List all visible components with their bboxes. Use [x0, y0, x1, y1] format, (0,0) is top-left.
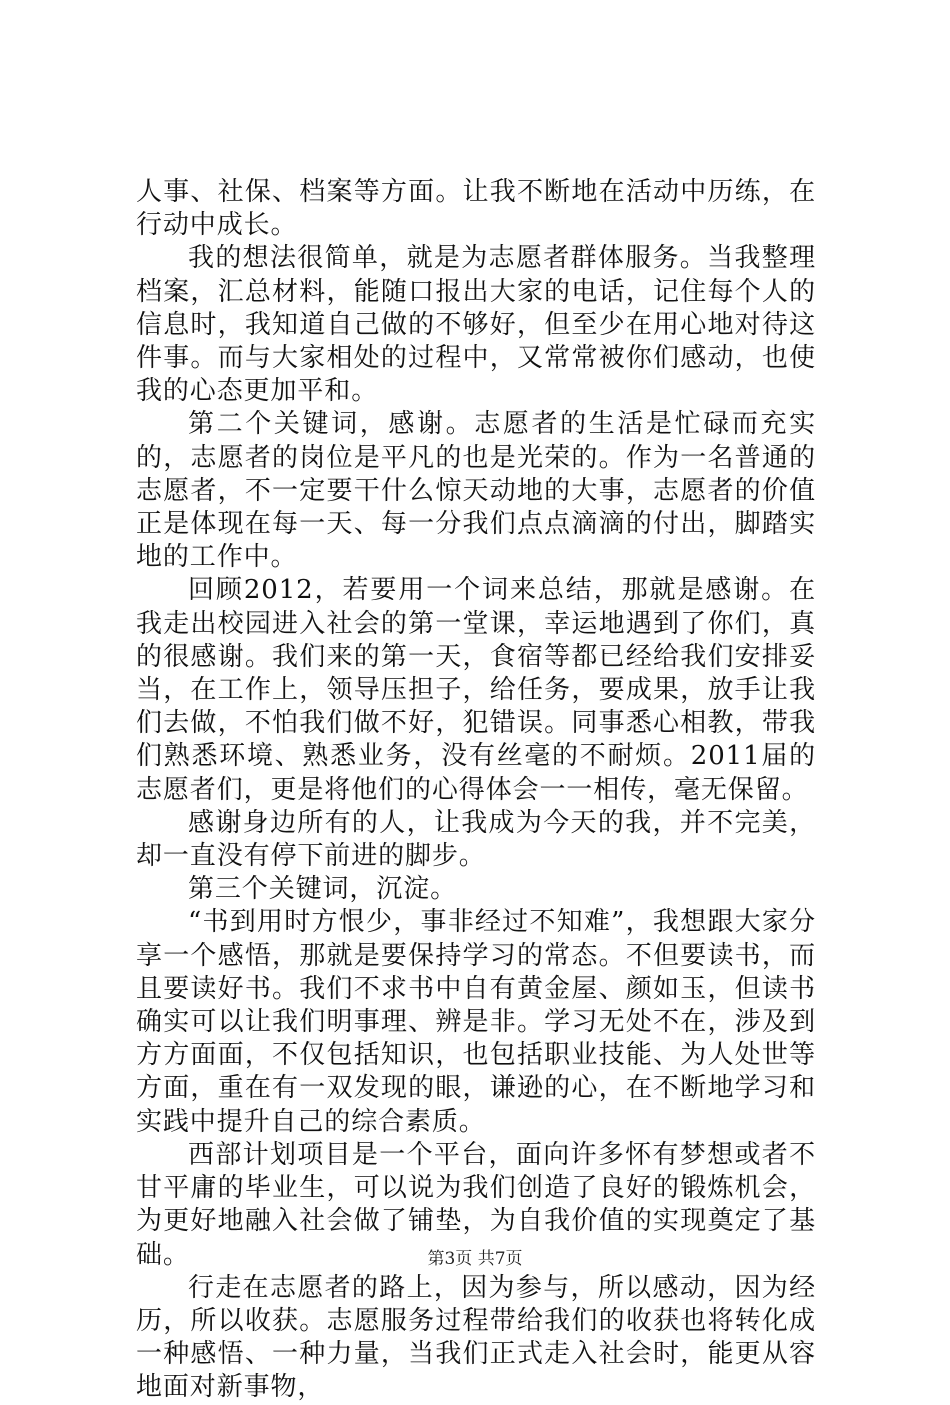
- page-footer: [0, 1248, 950, 1270]
- page-number: 第3页 共7页: [427, 1249, 523, 1269]
- paragraph: 感谢身边所有的人，让我成为今天的我，并不完美，却一直没有停下前进的脚步。: [136, 807, 816, 872]
- paragraph-continued: 人事、社保、档案等方面。让我不断地在活动中历练，在行动中成长。: [136, 177, 816, 241]
- paragraph: 行走在志愿者的路上，因为参与，所以感动，因为经历，所以收获。志愿服务过程带给我们的收获也将转化成一种感悟、一种力量，当我们正式走入社会时，能更从容地面对新事物，: [136, 1272, 816, 1403]
- paragraph: “书到用时方恨少，事非经过不知难”，我想跟大家分享一个感悟，那就是要保持学习的常态。不但要读书，而且要读好书。我们不求书中自有黄金屋、颜如玉，但读书确实可以让我们明事理、辨是非。学习无处不在，涉及到方方面面，不仅包括知识，也包括职业技能、为人处世等方面，重在有一双发现的眼，谦逊的心，在不断地学习和实践中提升自己的综合素质。: [136, 907, 816, 1137]
- paragraph: 回顾2012，若要用一个词来总结，那就是感谢。在我走出校园进入社会的第一堂课，幸运地遇到了你们，真的很感谢。我们来的第一天，食宿等都已经给我们安排妥当，在工作上，领导压担子，给任务，要成果，放手让我们去做，不怕我们做不好，犯错误。同事悉心相教，带我们熟悉环境、熟悉业务，没有丝毫的不耐烦。2011届的志愿者们，更是将他们的心得体会一一相传，毫无保留。: [136, 575, 816, 805]
- paragraph: 我的想法很简单，就是为志愿者群体服务。当我整理档案，汇总材料，能随口报出大家的电话，记住每个人的信息时，我知道自己做的不够好，但至少在用心地对待这件事。而与大家相处的过程中，又常常被你们感动，也使我的心态更加平和。: [136, 243, 816, 407]
- paragraph-keyword-thanks: 第二个关键词，感谢。志愿者的生活是忙碌而充实的，志愿者的岗位是平凡的也是光荣的。作为一名普通的志愿者，不一定要干什么惊天动地的大事，志愿者的价值正是体现在每一天、每一分我们点点滴滴的付出，脚踏实地的工作中。: [136, 409, 816, 573]
- paragraph-keyword-settle: 第三个关键词，沉淀。: [188, 874, 458, 905]
- paragraph: 西部计划项目是一个平台，面向许多怀有梦想或者不甘平庸的毕业生，可以说为我们创造了良好的锻炼机会，为更好地融入社会做了铺垫，为自我价值的实现奠定了基础。: [136, 1139, 816, 1270]
- body-text: [136, 176, 816, 1405]
